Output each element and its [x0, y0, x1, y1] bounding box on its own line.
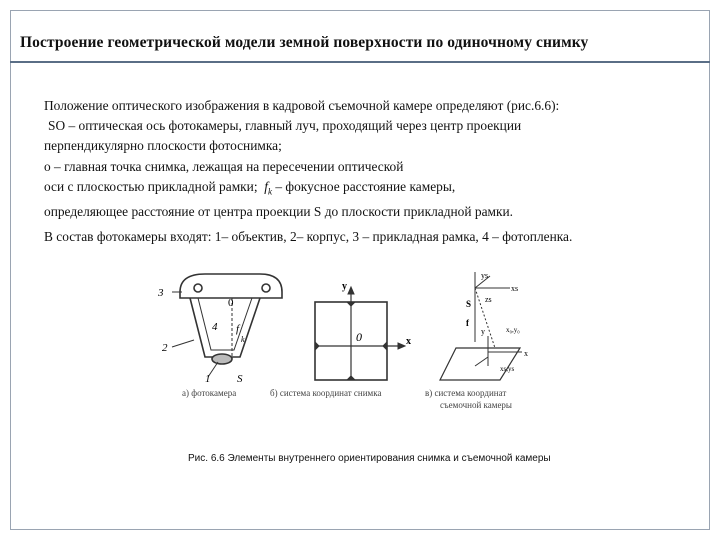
camera-label-1: 1 — [205, 373, 211, 385]
camera-label-2: 2 — [162, 342, 168, 354]
camera-composition-text: В состав фотокамеры входят: 1– объектив, 2– корпус, 3 – прикладная рамка, 4 – фотопленка. — [44, 229, 573, 244]
camera-diagram — [172, 274, 282, 377]
cam-label-xs: xs — [511, 284, 519, 293]
figure-caption: Рис. 6.6 Элементы внутреннего ориентирования снимка и съемочной камеры — [188, 453, 551, 464]
cam-label-zs: zs — [485, 295, 492, 304]
image-origin-0: 0 — [356, 330, 362, 344]
focal-symbol: f — [264, 178, 268, 194]
camera-label-f: f — [236, 323, 240, 335]
description-line-5 — [44, 177, 704, 202]
cam-label-s: S — [466, 299, 472, 309]
page-title: Построение геометрической модели земной поверхности по одиночному снимку — [20, 34, 589, 51]
camera-label-3: 3 — [158, 287, 164, 299]
description-line-3: перпендикулярно плоскости фотоснимка; — [44, 138, 282, 154]
cam-label-y: y — [481, 327, 485, 336]
camera-caption: а) фотокамера — [182, 388, 237, 398]
camera-label-4: 4 — [212, 321, 218, 333]
description-paragraph — [44, 96, 704, 222]
camera-label-s: S — [237, 373, 243, 385]
title-bar — [10, 10, 710, 63]
focal-subscript: k — [268, 186, 272, 197]
description-line-6: определяющее расстояние от центра проекции S до плоскости прикладной рамки. — [44, 203, 514, 219]
camera-coords-caption-2: съемочной камеры — [440, 400, 512, 410]
image-coords-caption: б) система координат снимка — [270, 388, 382, 398]
cam-label-xsys: xs,ys — [500, 365, 515, 373]
cam-label-x: x — [524, 349, 528, 358]
description-line-1: Положение оптического изображения в кадровой съемочной камере определяют (рис.6.6): — [44, 98, 560, 113]
figure-6-6 — [150, 262, 570, 422]
description-line-5-start: оси с плоскостью прикладной рамки; — [44, 178, 258, 194]
description-line-2: SO – оптическая ось фотокамеры, главный луч, проходящий через центр проекции — [48, 118, 522, 134]
description-line-5-end: – фокусное расстояние камеры, — [275, 178, 456, 194]
image-axis-x: x — [406, 336, 411, 347]
description-line-4: о – главная точка снимка, лежащая на пересечении оптической — [44, 158, 404, 174]
camera-coords-caption-1: в) система координат — [425, 388, 507, 398]
cam-label-x0y0: x₀,y₀ — [506, 326, 520, 334]
image-axis-y: y — [342, 281, 347, 292]
camera-label-0: 0 — [228, 297, 234, 309]
cam-label-ys: ys — [481, 271, 489, 280]
camera-label-k: k — [241, 335, 245, 344]
cam-label-f: f — [466, 318, 469, 328]
